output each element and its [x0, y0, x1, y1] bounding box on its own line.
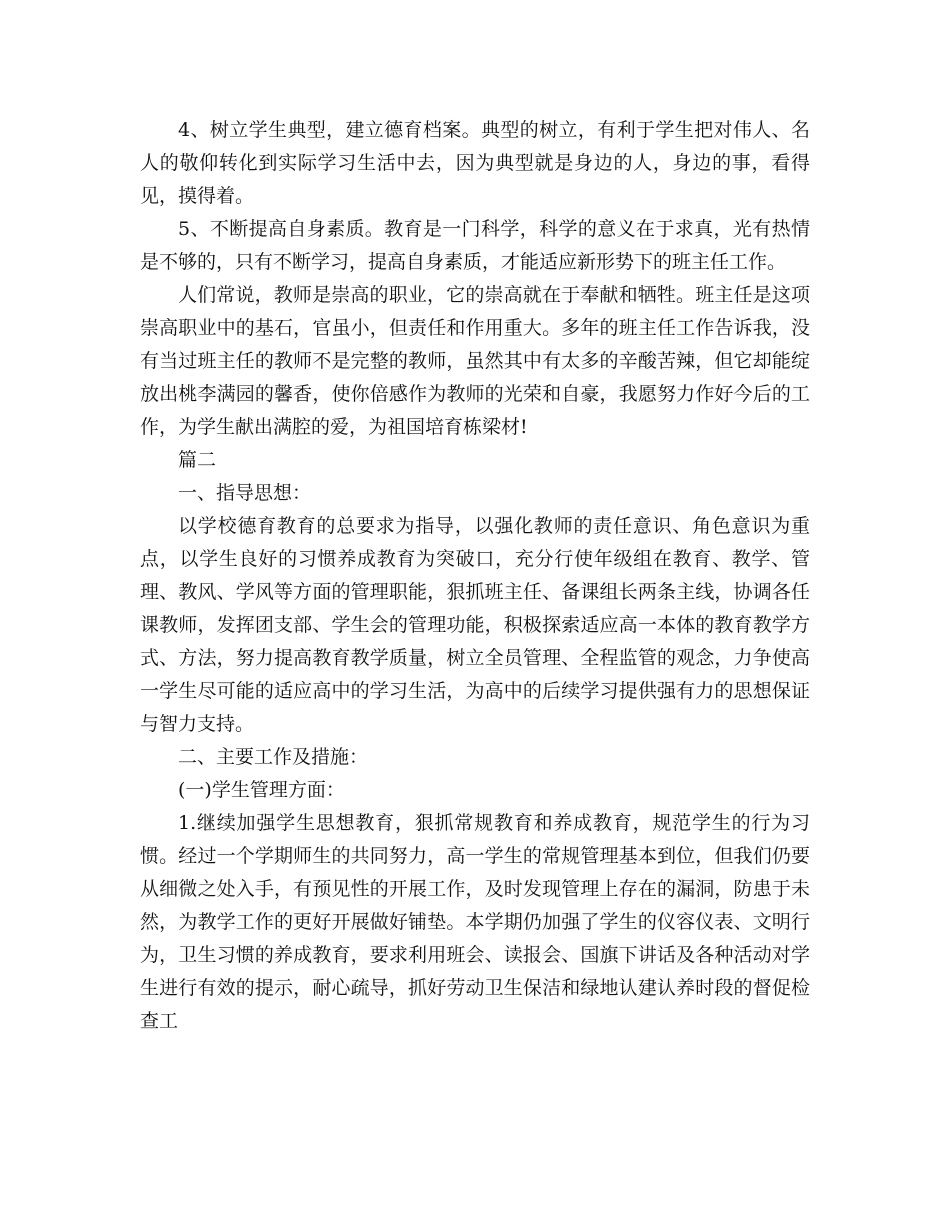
section-heading-part-two: 篇二 — [178, 449, 217, 471]
paragraph-item-5: 5、不断提高自身素质。教育是一门科学，科学的意义在于求真，光有热情是不够的，只有不断学习，提高自身素质，才能适应新形势下的班主任工作。 — [140, 218, 810, 273]
section-heading-main-work: 二、主要工作及措施： — [178, 746, 369, 768]
section-heading-guiding-ideas: 一、指导思想： — [178, 482, 312, 504]
document-body — [140, 114, 810, 1038]
paragraph-conclusion: 人们常说，教师是崇高的职业，它的崇高就在于奉献和牺牲。班主任是这项崇高职业中的基石，官虽小，但责任和作用重大。多年的班主任工作告诉我，没有当过班主任的教师不是完整的教师，虽然其中有太多的辛酸苦辣，但它却能绽放出桃李满园的馨香，使你倍感作为教师的光荣和自豪，我愿努力作好今后的工作，为学生献出满腔的爱，为祖国培育栋梁材! — [140, 284, 810, 438]
paragraph-guiding-ideas: 以学校德育教育的总要求为指导，以强化教师的责任意识、角色意识为重点，以学生良好的习惯养成教育为突破口，充分行使年级组在教育、教学、管理、教风、学风等方面的管理职能，狠抓班主任、备课组长两条主线，协调各任课教师，发挥团支部、学生会的管理功能，积极探索适应高一本体的教育教学方式、方法，努力提高教育教学质量，树立全员管理、全程监管的观念，力争使高一学生尽可能的适应高中的学习生活，为高中的后续学习提供强有力的思想保证与智力支持。 — [140, 515, 810, 735]
subsection-heading-student-management: (一)学生管理方面： — [178, 779, 345, 801]
paragraph-item-4: 4、树立学生典型，建立德育档案。典型的树立，有利于学生把对伟人、名人的敬仰转化到实际学习生活中去，因为典型就是身边的人，身边的事，看得见，摸得着。 — [140, 119, 810, 207]
paragraph-student-management-1: 1.继续加强学生思想教育，狠抓常规教育和养成教育，规范学生的行为习惯。经过一个学期师生的共同努力，高一学生的常规管理基本到位，但我们仍要从细微之处入手，有预见性的开展工作，及时发现管理上存在的漏洞，防患于未然，为教学工作的更好开展做好铺垫。本学期仍加强了学生的仪容仪表、文明行为，卫生习惯的养成教育，要求利用班会、读报会、国旗下讲话及各种活动对学生进行有效的提示，耐心疏导，抓好劳动卫生保洁和绿地认建认养时段的督促检查工 — [140, 812, 810, 1032]
